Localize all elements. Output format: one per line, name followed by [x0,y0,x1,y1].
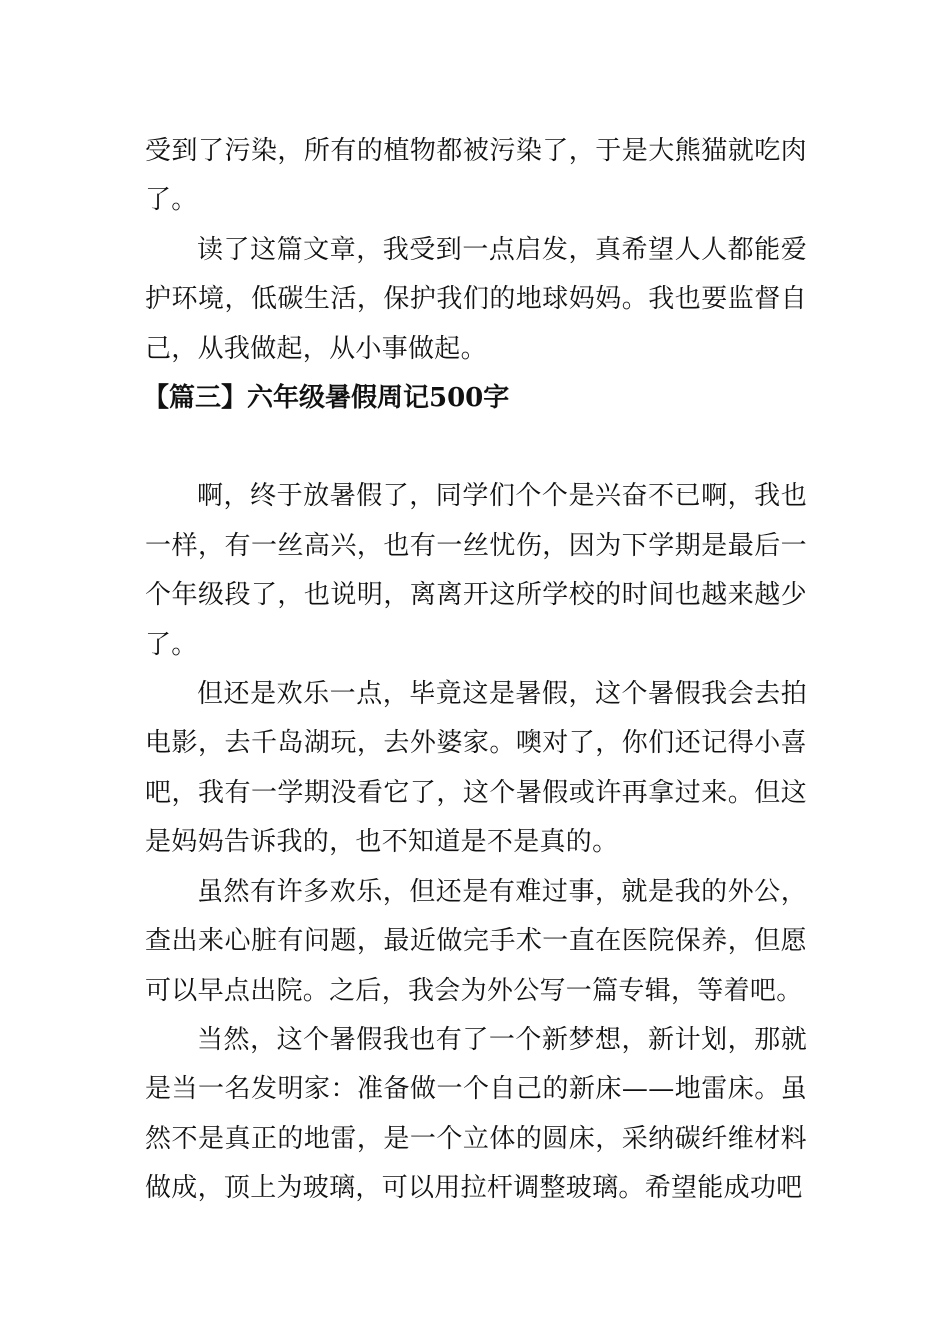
document-page [145,127,807,1214]
paragraph: 啊，终于放暑假了，同学们个个是兴奋不已啊，我也一样，有一丝高兴，也有一丝忧伤，因为下学期是最后一个年级段了，也说明，离离开这所学校的时间也越来越少了。 [145,481,807,660]
paragraph: 当然，这个暑假我也有了一个新梦想，新计划，那就是当一名发明家：准备做一个自己的新床——地雷床。虽然不是真正的地雷，是一个立体的圆床，采纳碳纤维材料做成，顶上为玻璃，可以用拉杆调整玻璃。希望能成功吧 [145,1024,807,1204]
paragraph: 但还是欢乐一点，毕竟这是暑假，这个暑假我会去拍电影，去千岛湖玩，去外婆家。噢对了，你们还记得小喜吧，我有一学期没看它了，这个暑假或许再拿过来。但这是妈妈告诉我的，也不知道是不是真的。 [145,679,807,858]
section-heading: 【篇三】六年级暑假周记500字 [143,383,510,414]
paragraph: 读了这篇文章，我受到一点启发，真希望人人都能爱护环境，低碳生活，保护我们的地球妈妈。我也要监督自己，从我做起，从小事做起。 [145,234,807,364]
blank-line [145,423,807,472]
paragraph: 虽然有许多欢乐，但还是有难过事，就是我的外公，查出来心脏有问题，最近做完手术一直在医院保养，但愿可以早点出院。之后，我会为外公写一篇专辑，等着吧。 [145,876,807,1006]
paragraph-continued: 受到了污染，所有的植物都被污染了，于是大熊猫就吃肉了。 [145,136,807,216]
